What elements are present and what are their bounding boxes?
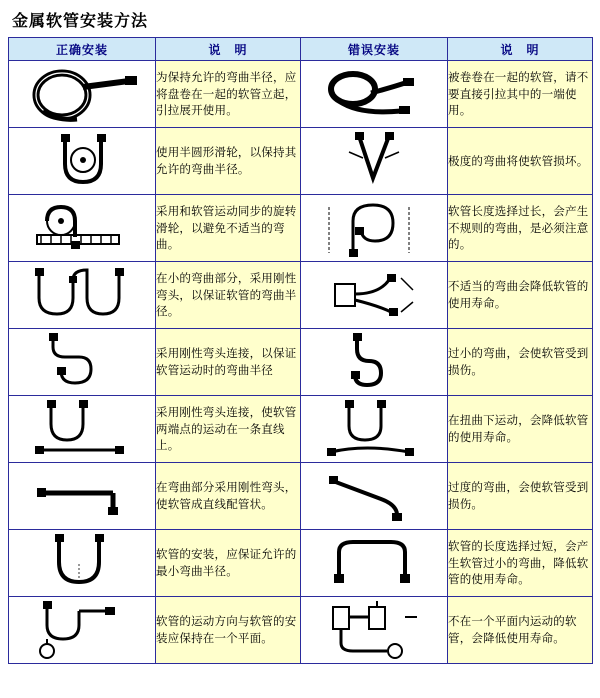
header-wrong-install: 错误安装 — [301, 38, 448, 61]
same-plane-motion-icon — [17, 599, 147, 661]
correct-illustration — [9, 128, 156, 195]
wrong-description: 软管的长度选择过短，会产生软管过小的弯曲，降低软管的使用寿命。 — [448, 530, 593, 597]
too-short-bridge-icon — [309, 532, 439, 594]
correct-description: 使用半圆形滑轮，以保持其允许的弯曲半径。 — [156, 128, 301, 195]
too-small-bend-s-icon — [309, 331, 439, 393]
over-bend-elbow-icon — [309, 465, 439, 527]
rigid-elbow-small-bend-icon — [17, 264, 147, 326]
table-row — [9, 195, 593, 262]
wrong-description: 在扭曲下运动，会降低软管的使用寿命。 — [448, 396, 593, 463]
wrong-illustration — [301, 262, 448, 329]
wrong-description: 极度的弯曲将使软管损坏。 — [448, 128, 593, 195]
wrong-description: 被卷卷在一起的软管，请不要直接引拉其中的一端使用。 — [448, 61, 593, 128]
correct-illustration — [9, 329, 156, 396]
wrong-description: 不在一个平面内运动的软管，会降低使用寿命。 — [448, 597, 593, 664]
correct-illustration — [9, 597, 156, 664]
correct-illustration — [9, 463, 156, 530]
rigid-elbow-straight-line-icon — [17, 398, 147, 460]
wrong-illustration — [301, 195, 448, 262]
correct-illustration — [9, 195, 156, 262]
rigid-elbow-u-loop-icon — [17, 331, 147, 393]
table-row — [9, 61, 593, 128]
wrong-description: 过小的弯曲，会使软管受到损伤。 — [448, 329, 593, 396]
improper-tight-bend-icon — [309, 264, 439, 326]
header-correct-install: 正确安装 — [9, 38, 156, 61]
half-round-pulley-u-icon — [17, 130, 147, 192]
wrong-description: 过度的弯曲，会使软管受到损伤。 — [448, 463, 593, 530]
wrong-illustration — [301, 530, 448, 597]
table-row — [9, 329, 593, 396]
correct-illustration — [9, 396, 156, 463]
loose-long-loop-icon — [309, 197, 439, 259]
table-body — [9, 61, 593, 664]
twisted-u-motion-icon — [309, 398, 439, 460]
correct-illustration — [9, 530, 156, 597]
correct-description: 在小的弯曲部分，采用刚性弯头，以保证软管的弯曲半径。 — [156, 262, 301, 329]
correct-description: 软管的安装，应保证允许的最小弯曲半径。 — [156, 530, 301, 597]
header-wrong-desc: 说 明 — [448, 38, 593, 61]
wrong-illustration — [301, 396, 448, 463]
table-row — [9, 128, 593, 195]
correct-description: 在弯曲部分采用刚性弯头，使软管成直线配管状。 — [156, 463, 301, 530]
coiled-hose-pulled-icon — [309, 63, 439, 125]
correct-description: 采用刚性弯头连接，以保证软管运动时的弯曲半径 — [156, 329, 301, 396]
correct-description: 采用刚性弯头连接，使软管两端点的运动在一条直线上。 — [156, 396, 301, 463]
wrong-illustration — [301, 463, 448, 530]
wrong-description: 软管长度选择过长，会产生不规则的弯曲，是必须注意的。 — [448, 195, 593, 262]
wrong-illustration — [301, 329, 448, 396]
sharp-v-bend-icon — [309, 130, 439, 192]
correct-description: 软管的运动方向与软管的安装应保持在一个平面。 — [156, 597, 301, 664]
wrong-illustration — [301, 128, 448, 195]
correct-illustration — [9, 61, 156, 128]
table-row — [9, 262, 593, 329]
wrong-illustration — [301, 597, 448, 664]
rotating-pulley-chain-icon — [17, 197, 147, 259]
correct-description: 采用和软管运动同步的旋转滑轮，以避免不适当的弯曲。 — [156, 195, 301, 262]
table-row — [9, 463, 593, 530]
correct-description: 为保持允许的弯曲半径，应将盘卷在一起的软管立起，引拉展开使用。 — [156, 61, 301, 128]
coiled-hose-roll-icon — [17, 63, 147, 125]
table-row — [9, 597, 593, 664]
correct-illustration — [9, 262, 156, 329]
table-row — [9, 396, 593, 463]
out-of-plane-motion-icon — [309, 599, 439, 661]
wrong-illustration — [301, 61, 448, 128]
header-correct-desc: 说 明 — [156, 38, 301, 61]
header-row — [9, 38, 593, 61]
hose-installation-table — [8, 37, 593, 664]
min-bend-radius-u-icon — [17, 532, 147, 594]
wrong-description: 不适当的弯曲会降低软管的使用寿命。 — [448, 262, 593, 329]
table-header — [9, 38, 593, 61]
straight-pipe-elbow-icon — [17, 465, 147, 527]
table-row — [9, 530, 593, 597]
page-title: 金属软管安装方法 — [12, 11, 149, 30]
